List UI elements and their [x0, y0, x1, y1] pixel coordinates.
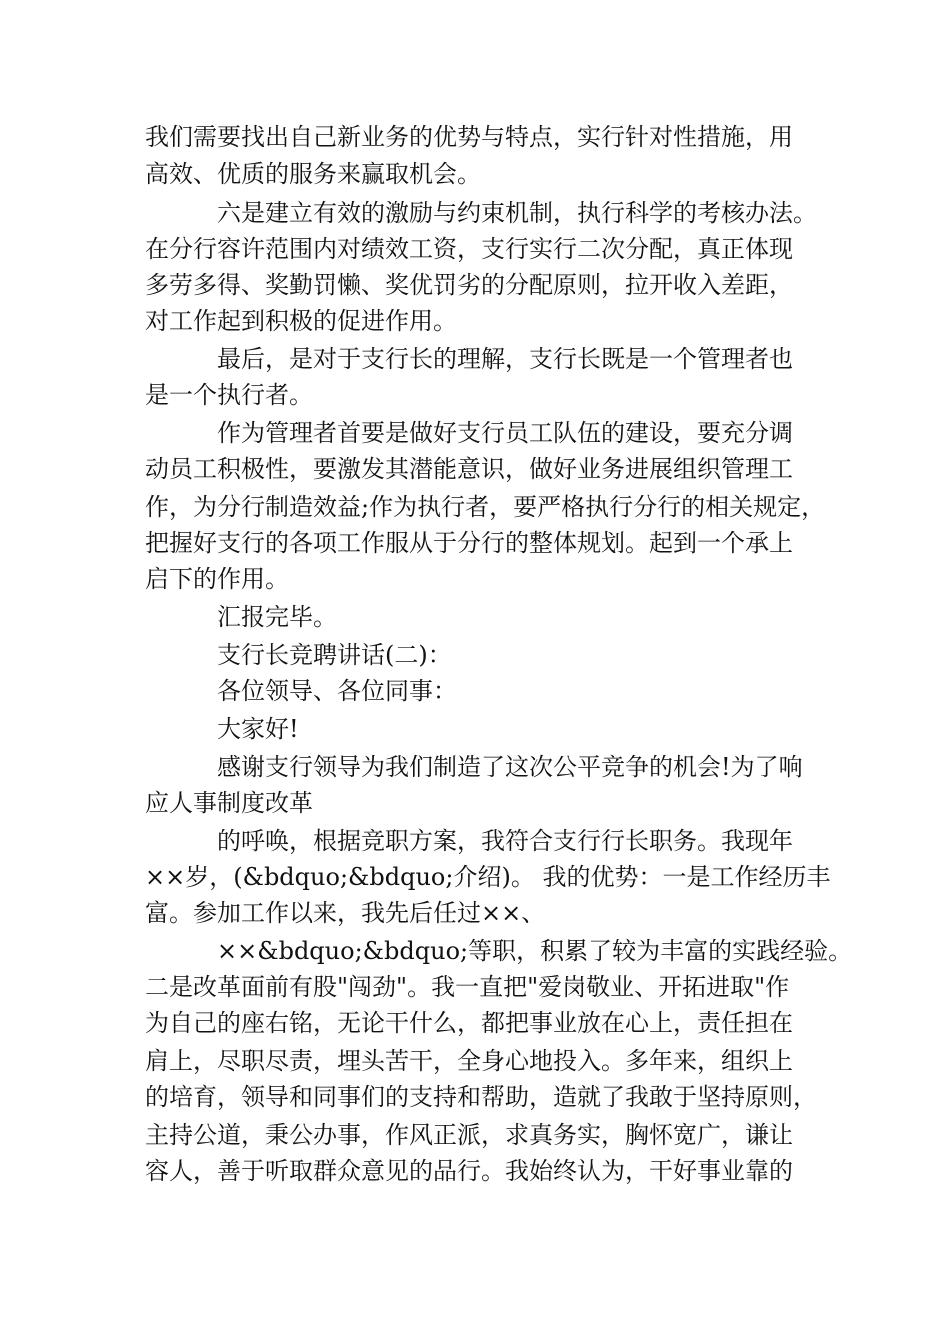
text-line: 应人事制度改革 [145, 789, 313, 817]
text-line: 把握好支行的各项工作服从于分行的整体规划。起到一个承上 [145, 529, 793, 557]
text-line: 我们需要找出自己新业务的优势与特点，实行针对性措施，用 [145, 123, 793, 151]
text-line: 大家好! [217, 715, 299, 743]
text-line: 的呼唤，根据竞职方案，我符合支行行长职务。我现年 [217, 827, 793, 855]
text-line: 作，为分行制造效益;作为执行者，要严格执行分行的相关规定， [145, 493, 826, 521]
text-line: 各位领导、各位同事： [217, 677, 457, 705]
text-line: ××&bdquo;&bdquo;等职，积累了较为丰富的实践经验。 [217, 937, 853, 965]
text-line: 多劳多得、奖勤罚懒、奖优罚劣的分配原则，拉开收入差距， [145, 271, 793, 299]
text-line: 主持公道，秉公办事，作风正派，求真务实，胸怀宽广，谦让 [145, 1121, 793, 1149]
text-line: 富。参加工作以来，我先后任过××、 [145, 899, 546, 927]
text-line: 感谢支行领导为我们制造了这次公平竞争的机会!为了响 [217, 753, 803, 781]
text-line: 在分行容许范围内对绩效工资，支行实行二次分配，真正体现 [145, 235, 793, 263]
text-line: 二是改革面前有股"闯劲"。我一直把"爱岗敬业、开拓进取"作 [145, 973, 790, 1001]
text-line: 动员工积极性，要激发其潜能意识，做好业务进展组织管理工 [145, 455, 793, 483]
text-line: 肩上，尽职尽责，埋头苦干，全身心地投入。多年来，组织上 [145, 1047, 793, 1075]
text-line: 启下的作用。 [145, 565, 289, 593]
text-line: 最后，是对于支行长的理解，支行长既是一个管理者也 [217, 345, 793, 373]
text-line: 六是建立有效的激励与约束机制，执行科学的考核办法。 [217, 199, 817, 227]
text-line: 汇报完毕。 [217, 603, 337, 631]
text-line: 为自己的座右铭，无论干什么，都把事业放在心上，责任担在 [145, 1009, 793, 1037]
text-line: ××岁，(&bdquo;&bdquo;介绍)。 我的优势：一是工作经历丰 [145, 863, 831, 891]
text-line: 支行长竞聘讲话(二)： [217, 641, 452, 669]
text-line: 的培育，领导和同事们的支持和帮助，造就了我敢于坚持原则， [145, 1083, 817, 1111]
text-line: 高效、优质的服务来赢取机会。 [145, 160, 481, 188]
text-line: 是一个执行者。 [145, 381, 313, 409]
text-line: 容人，善于听取群众意见的品行。我始终认为，干好事业靠的 [145, 1157, 793, 1185]
text-line: 作为管理者首要是做好支行员工队伍的建设，要充分调 [217, 419, 793, 447]
text-line: 对工作起到积极的促进作用。 [145, 307, 457, 335]
